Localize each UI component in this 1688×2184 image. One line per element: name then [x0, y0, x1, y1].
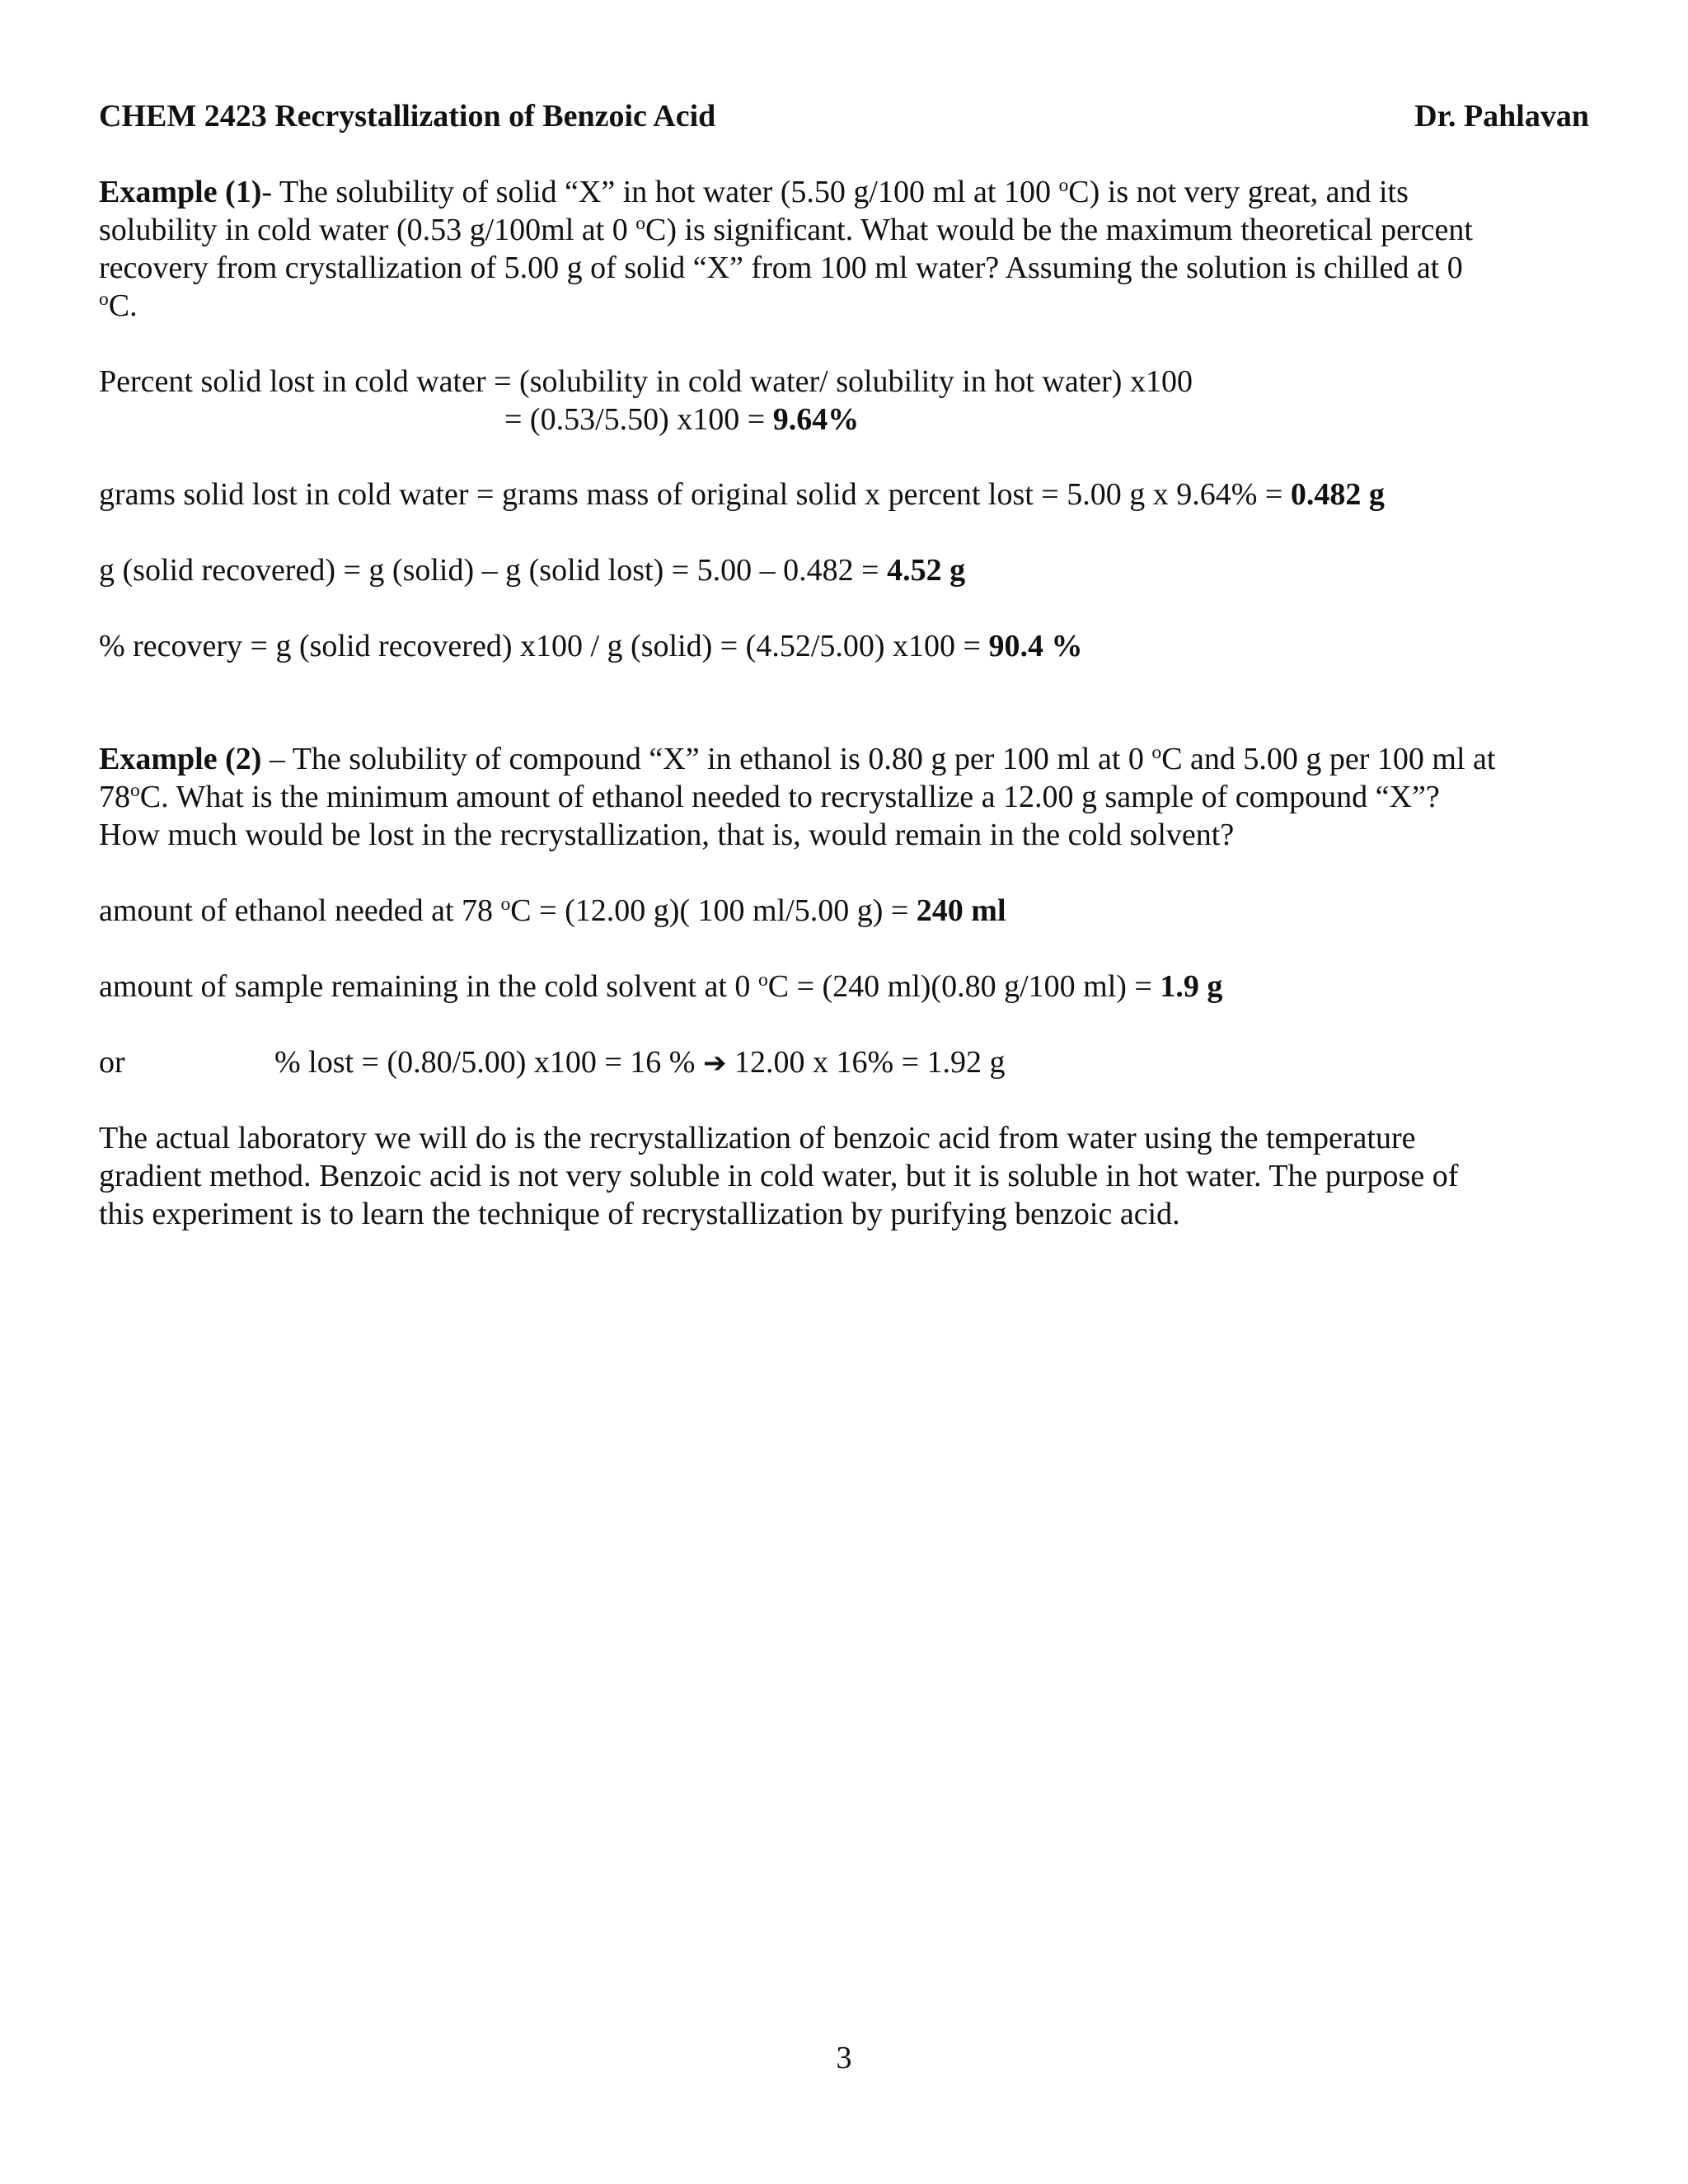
example1-label: Example (1) — [99, 175, 262, 209]
example1-question-line1: Example (1)- The solubility of solid “X” in hot water (5.50 g/100 ml at 100 $^o$C) is not very great, and its — [99, 175, 1409, 209]
closing-line2: gradient method. Benzoic acid is not very soluble in cold water, but it is soluble in hot water. The purpose of — [99, 1159, 1459, 1193]
percent-lost-formula: Percent solid lost in cold water = (solubility in cold water/ solubility in hot water) x100 — [99, 364, 1193, 399]
solid-recovered-result: 4.52 g — [887, 553, 966, 588]
document-title: CHEM 2423 Recrystallization of Benzoic Acid — [99, 99, 716, 134]
solid-recovered-line: g (solid recovered) = g (solid) – g (solid lost) = 5.00 – 0.482 = 4.52 g — [99, 553, 966, 588]
or-label: or — [99, 1045, 125, 1080]
grams-lost-line: grams solid lost in cold water = grams mass of original solid x percent lost = 5.00 g x 9.64% = 0.482 g — [99, 477, 1385, 512]
sample-remaining-line: amount of sample remaining in the cold solvent at 0 $^o$C = (240 ml)(0.80 g/100 ml) = 1.9 g — [99, 969, 1223, 1004]
example1-question-line2: solubility in cold water (0.53 g/100ml at 0 $^o$C) is significant. What would be the maximum theoretical percent — [99, 213, 1473, 247]
ethanol-needed-result: 240 ml — [916, 893, 1006, 928]
closing-line1: The actual laboratory we will do is the recrystallization of benzoic acid from water using the temperature — [99, 1121, 1416, 1155]
percent-recovery-line: % recovery = g (solid recovered) x100 / g (solid) = (4.52/5.00) x100 = 90.4 % — [99, 629, 1083, 663]
example2-question-line3: How much would be lost in the recrystallization, that is, would remain in the cold solvent? — [99, 818, 1235, 852]
example2-label: Example (2) — [99, 742, 262, 776]
page-number: 3 — [836, 2041, 852, 2075]
page-header — [99, 97, 1589, 135]
percent-lost-alt-line: % lost = (0.80/5.00) x100 = 16 % ➔ 12.00 x 16% = 1.92 g — [274, 1045, 1006, 1080]
example1-question-line4: $^o$C. — [99, 288, 138, 323]
right-arrow-icon: ➔ — [702, 1047, 727, 1080]
percent-lost-calculation: = (0.53/5.50) x100 = 9.64% — [504, 402, 860, 437]
author-name: Dr. Pahlavan — [1414, 99, 1589, 134]
closing-line3: this experiment is to learn the technique of recrystallization by purifying benzoic acid. — [99, 1197, 1180, 1231]
example2-question-line1: Example (2) – The solubility of compound “X” in ethanol is 0.80 g per 100 ml at 0 $^o$C and 5.00 g per 100 ml at — [99, 742, 1496, 776]
example1-question-line3: recovery from crystallization of 5.00 g of solid “X” from 100 ml water? Assuming the solution is chilled at 0 — [99, 251, 1463, 285]
example2-question-line2: 78$^o$C. What is the minimum amount of ethanol needed to recrystallize a 12.00 g sample of compound “X”? — [99, 780, 1440, 814]
sample-remaining-result: 1.9 g — [1160, 969, 1223, 1004]
grams-lost-result: 0.482 g — [1290, 477, 1385, 512]
percent-lost-result: 9.64% — [772, 402, 860, 437]
percent-recovery-result: 90.4 % — [988, 629, 1083, 663]
ethanol-needed-line: amount of ethanol needed at 78 $^o$C = (12.00 g)( 100 ml/5.00 g) = 240 ml — [99, 893, 1006, 928]
